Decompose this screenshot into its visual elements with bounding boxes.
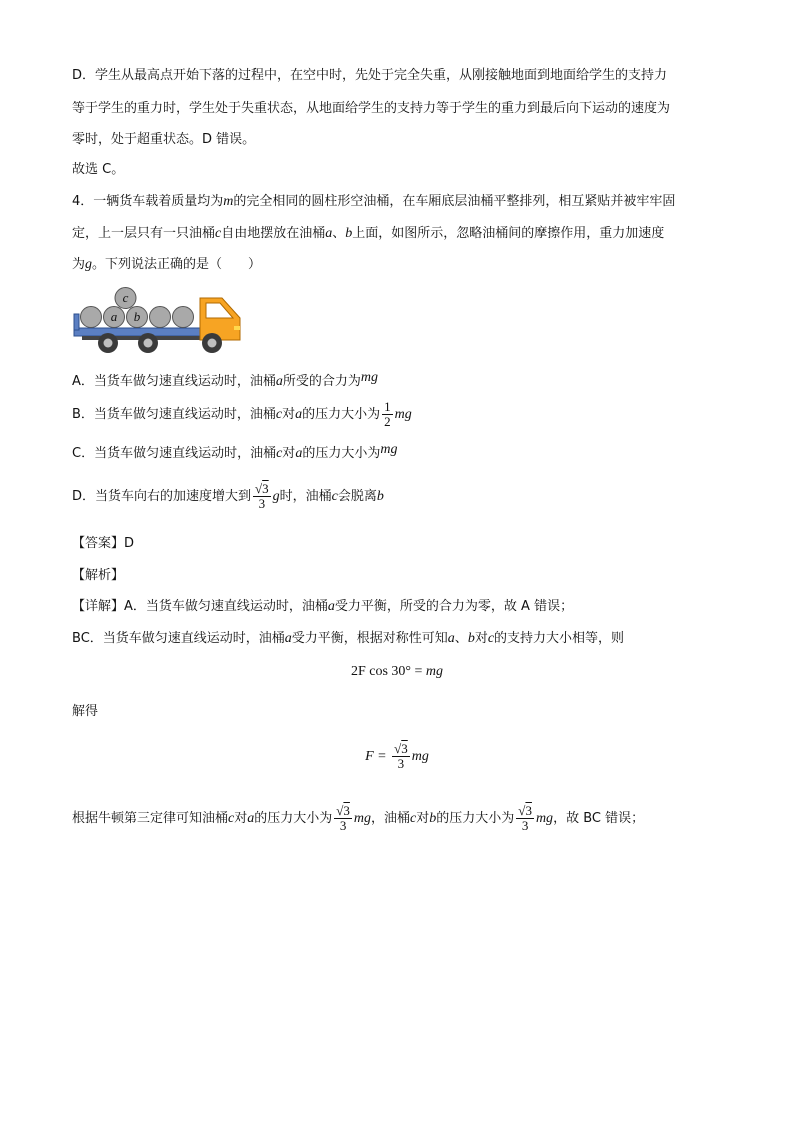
fraction-sqrt3-over-3 xyxy=(334,804,352,833)
cab-light xyxy=(234,326,240,330)
expr-mg: mg xyxy=(353,811,372,826)
question-line2 xyxy=(72,224,732,244)
option-c xyxy=(72,440,732,464)
label-c: c xyxy=(122,290,129,305)
radicand: 3 xyxy=(343,803,350,818)
label-a: a xyxy=(110,309,118,324)
radicand: 3 xyxy=(401,741,408,757)
question-line1 xyxy=(72,192,732,212)
text: A．当货车做匀速直线运动时，油桶 xyxy=(72,374,276,389)
sqrt-sign: √3 xyxy=(518,803,532,818)
denominator: 2 xyxy=(384,414,391,429)
wheel xyxy=(202,333,222,353)
wheel xyxy=(138,333,158,353)
var-a: a xyxy=(295,407,303,422)
eq-rhs: mg xyxy=(425,664,444,679)
text: 上面，如图所示，忽略油桶间的摩擦作用，重力加速度 xyxy=(352,226,665,241)
numerator xyxy=(392,742,410,757)
fraction-sqrt3-over-3 xyxy=(516,804,534,833)
prev-choose: 故选 C。 xyxy=(72,162,125,177)
text: 的支持力大小相等，则 xyxy=(494,631,625,646)
prev-option-d-line3: 零时，处于超重状态。D 错误。 xyxy=(72,132,256,147)
prev-option-d-line1: D．学生从最高点开始下落的过程中，在空中时，先处于完全失重，从刚接触地面到地面给学生的支持力 xyxy=(72,68,668,83)
fraction-sqrt3-over-3 xyxy=(253,482,271,511)
truck-figure xyxy=(72,284,244,356)
var-a: a xyxy=(295,446,303,461)
text: 定，上一层只有一只油桶 xyxy=(72,226,216,241)
text: 、 xyxy=(332,226,346,241)
text: 自由地摆放在油桶 xyxy=(221,226,326,241)
text: 所受的合力为 xyxy=(282,374,361,389)
expr-mg: mg xyxy=(535,811,554,826)
text: ，故 BC 错误； xyxy=(553,811,645,826)
var-c: c xyxy=(228,811,235,826)
numerator: 1 xyxy=(384,399,391,414)
fraction-sqrt3-over-3 xyxy=(392,742,410,771)
var-b: b xyxy=(345,226,353,241)
eq-lhs: F = xyxy=(365,749,391,764)
option-d xyxy=(72,476,732,518)
detail-a xyxy=(72,597,732,617)
bed-end-post xyxy=(74,314,79,330)
text: 为 xyxy=(72,257,86,272)
sqrt-sign: √3 xyxy=(394,741,408,757)
var-b: b xyxy=(467,631,475,646)
var-c: c xyxy=(215,226,222,241)
sqrt-sign: √3 xyxy=(255,481,269,496)
denominator: 3 xyxy=(258,496,266,511)
text: 。下列说法正确的是（ ） xyxy=(92,257,262,272)
text: 会脱离 xyxy=(337,489,377,504)
numerator xyxy=(516,804,534,819)
text: 【详解】A．当货车做匀速直线运动时，油桶 xyxy=(72,599,328,614)
text: 受力平衡，根据对称性可知 xyxy=(291,631,448,646)
var-c: c xyxy=(275,407,283,422)
text: 对 xyxy=(282,407,296,422)
text: 根据牛顿第三定律可知油桶 xyxy=(72,811,229,826)
expr-mg: mg xyxy=(380,442,398,457)
text: 的压力大小为 xyxy=(254,811,333,826)
var-c: c xyxy=(487,631,495,646)
radicand: 3 xyxy=(525,803,532,818)
truck-bed xyxy=(74,328,200,336)
text: 4．一辆货车载着质量均为 xyxy=(72,194,224,209)
question-line3 xyxy=(72,255,732,275)
text: D．当货车向右的加速度增大到 xyxy=(72,489,252,504)
text: 、 xyxy=(454,631,468,646)
equation-2 xyxy=(0,736,794,778)
text: B．当货车做匀速直线运动时，油桶 xyxy=(72,407,276,422)
text: BC．当货车做匀速直线运动时，油桶 xyxy=(72,631,285,646)
analysis-heading: 【解析】 xyxy=(72,568,125,583)
text: 的完全相同的圆柱形空油桶，在车厢底层油桶平整排列，相互紧贴并被牢牢固 xyxy=(233,194,676,209)
denominator: 3 xyxy=(339,818,347,833)
label-b: b xyxy=(133,309,141,324)
barrel xyxy=(81,307,102,328)
text: 时，油桶 xyxy=(279,489,332,504)
var-g: g xyxy=(272,489,280,504)
prev-option-d-line2: 等于学生的重力时，学生处于失重状态，从地面给学生的支持力等于学生的重力到最后向下运动的速度为 xyxy=(72,101,671,116)
var-c: c xyxy=(410,811,417,826)
text: 的压力大小为 xyxy=(302,407,381,422)
var-a: a xyxy=(247,811,255,826)
var-m: m xyxy=(223,194,234,209)
text: 对 xyxy=(234,811,248,826)
text: ，油桶 xyxy=(371,811,411,826)
var-a: a xyxy=(325,226,333,241)
numerator xyxy=(334,804,352,819)
text: 对 xyxy=(282,446,296,461)
var-a: a xyxy=(275,374,283,389)
sqrt-sign: √3 xyxy=(336,803,350,818)
var-c: c xyxy=(331,489,338,504)
var-b: b xyxy=(376,489,384,504)
text: 受力平衡，所受的合力为零，故 A 错误； xyxy=(334,599,574,614)
var-b: b xyxy=(429,811,437,826)
fraction-half xyxy=(382,400,393,429)
numerator xyxy=(253,482,271,497)
barrel xyxy=(150,307,171,328)
solve-label: 解得 xyxy=(72,704,99,719)
text: 对 xyxy=(416,811,430,826)
var-c: c xyxy=(276,446,283,461)
var-a: a xyxy=(327,599,335,614)
denominator: 3 xyxy=(397,756,405,772)
newton-third-law-line xyxy=(72,798,732,840)
text: 的压力大小为 xyxy=(436,811,515,826)
text: 的压力大小为 xyxy=(302,446,381,461)
text: C．当货车做匀速直线运动时，油桶 xyxy=(72,446,277,461)
text: 对 xyxy=(474,631,488,646)
denominator: 3 xyxy=(521,818,529,833)
eq-rhs: mg xyxy=(411,749,429,764)
expr-mg: mg xyxy=(394,407,412,422)
var-a: a xyxy=(284,631,292,646)
option-b xyxy=(72,398,732,432)
eq-lhs: 2F cos 30° = xyxy=(350,664,426,679)
equation-1 xyxy=(0,664,794,680)
expr-mg: mg xyxy=(360,370,379,385)
wheel xyxy=(98,333,118,353)
detail-bc xyxy=(72,629,732,649)
answer: 【答案】D xyxy=(72,536,135,551)
var-a: a xyxy=(447,631,455,646)
option-a xyxy=(72,368,732,392)
barrel xyxy=(173,307,194,328)
var-g: g xyxy=(85,257,93,272)
radicand: 3 xyxy=(262,481,269,496)
